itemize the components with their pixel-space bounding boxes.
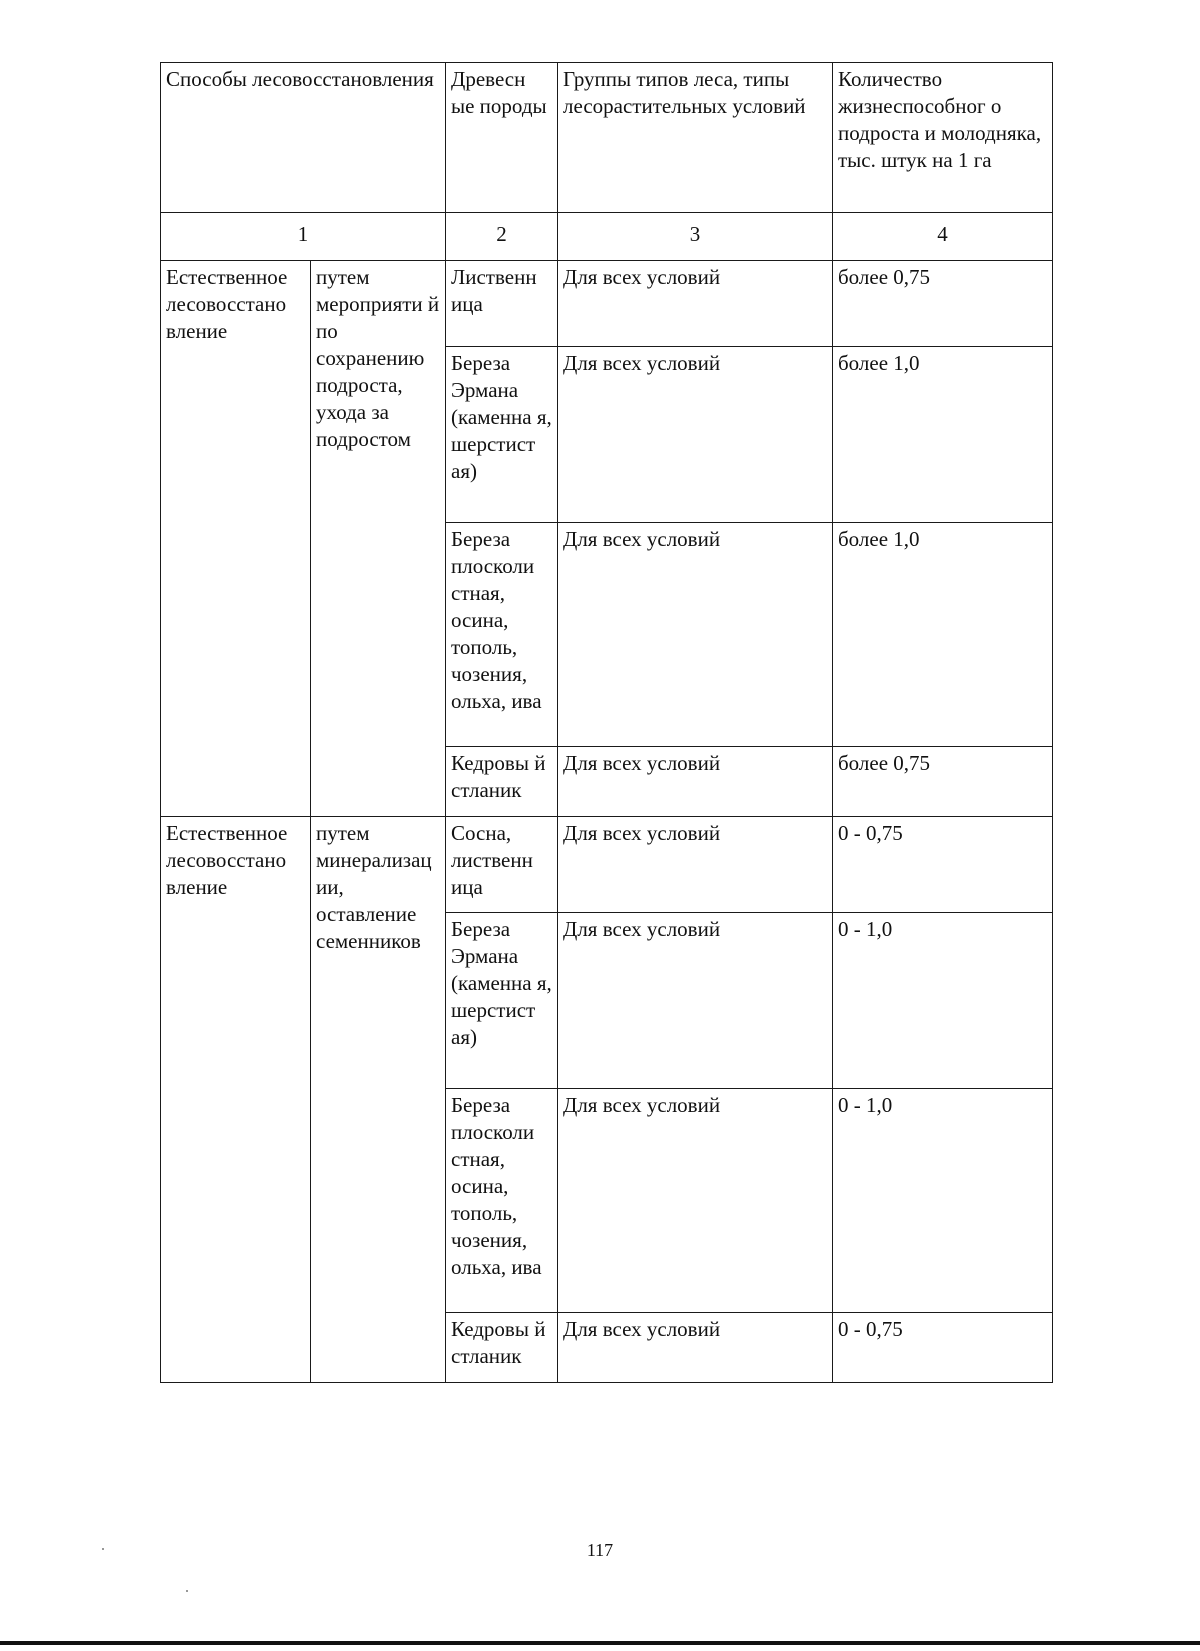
- method-cell: Естественное лесовосстано вление: [161, 261, 311, 817]
- header-forest-groups: Группы типов леса, типы лесорастительных условий: [558, 63, 833, 213]
- species-cell: Сосна, лиственн ица: [446, 817, 558, 913]
- scan-speck: [186, 1590, 188, 1592]
- column-number: 3: [558, 213, 833, 261]
- table-row: [161, 817, 1053, 913]
- quantity-cell: 0 - 1,0: [833, 913, 1053, 1089]
- quantity-cell: более 1,0: [833, 523, 1053, 747]
- conditions-cell: Для всех условий: [558, 523, 833, 747]
- conditions-cell: Для всех условий: [558, 261, 833, 347]
- conditions-cell: Для всех условий: [558, 913, 833, 1089]
- species-cell: Береза Эрмана (каменна я, шерстист ая): [446, 913, 558, 1089]
- method-cell: Естественное лесовосстано вление: [161, 817, 311, 1383]
- species-cell: Кедровы й стланик: [446, 1313, 558, 1383]
- conditions-cell: Для всех условий: [558, 817, 833, 913]
- reforestation-table: [160, 62, 1053, 1383]
- quantity-cell: 0 - 0,75: [833, 1313, 1053, 1383]
- quantity-cell: более 0,75: [833, 261, 1053, 347]
- species-cell: Береза плосколи стная, осина, тополь, чозения, ольха, ива: [446, 1089, 558, 1313]
- column-number: 2: [446, 213, 558, 261]
- column-number-row: [161, 213, 1053, 261]
- table-row: [161, 261, 1053, 347]
- species-cell: Береза плосколи стная, осина, тополь, чозения, ольха, ива: [446, 523, 558, 747]
- header-quantity: Количество жизнеспособног о подроста и молодняка, тыс. штук на 1 га: [833, 63, 1053, 213]
- approach-cell: путем минерализац ии, оставление семенников: [311, 817, 446, 1383]
- conditions-cell: Для всех условий: [558, 747, 833, 817]
- quantity-cell: 0 - 0,75: [833, 817, 1053, 913]
- header-species: Древесн ые породы: [446, 63, 558, 213]
- conditions-cell: Для всех условий: [558, 1089, 833, 1313]
- column-number: 1: [161, 213, 446, 261]
- conditions-cell: Для всех условий: [558, 1313, 833, 1383]
- scan-speck: [102, 1548, 104, 1550]
- page-number: 117: [586, 1540, 614, 1560]
- species-cell: Кедровы й стланик: [446, 747, 558, 817]
- conditions-cell: Для всех условий: [558, 347, 833, 523]
- column-number: 4: [833, 213, 1053, 261]
- quantity-cell: 0 - 1,0: [833, 1089, 1053, 1313]
- bottom-rule: [0, 1641, 1200, 1645]
- quantity-cell: более 0,75: [833, 747, 1053, 817]
- approach-cell: путем мероприяти й по сохранению подроста, ухода за подростом: [311, 261, 446, 817]
- species-cell: Лиственн ица: [446, 261, 558, 347]
- species-cell: Береза Эрмана (каменна я, шерстист ая): [446, 347, 558, 523]
- header-methods: Способы лесовосстановления: [161, 63, 446, 213]
- quantity-cell: более 1,0: [833, 347, 1053, 523]
